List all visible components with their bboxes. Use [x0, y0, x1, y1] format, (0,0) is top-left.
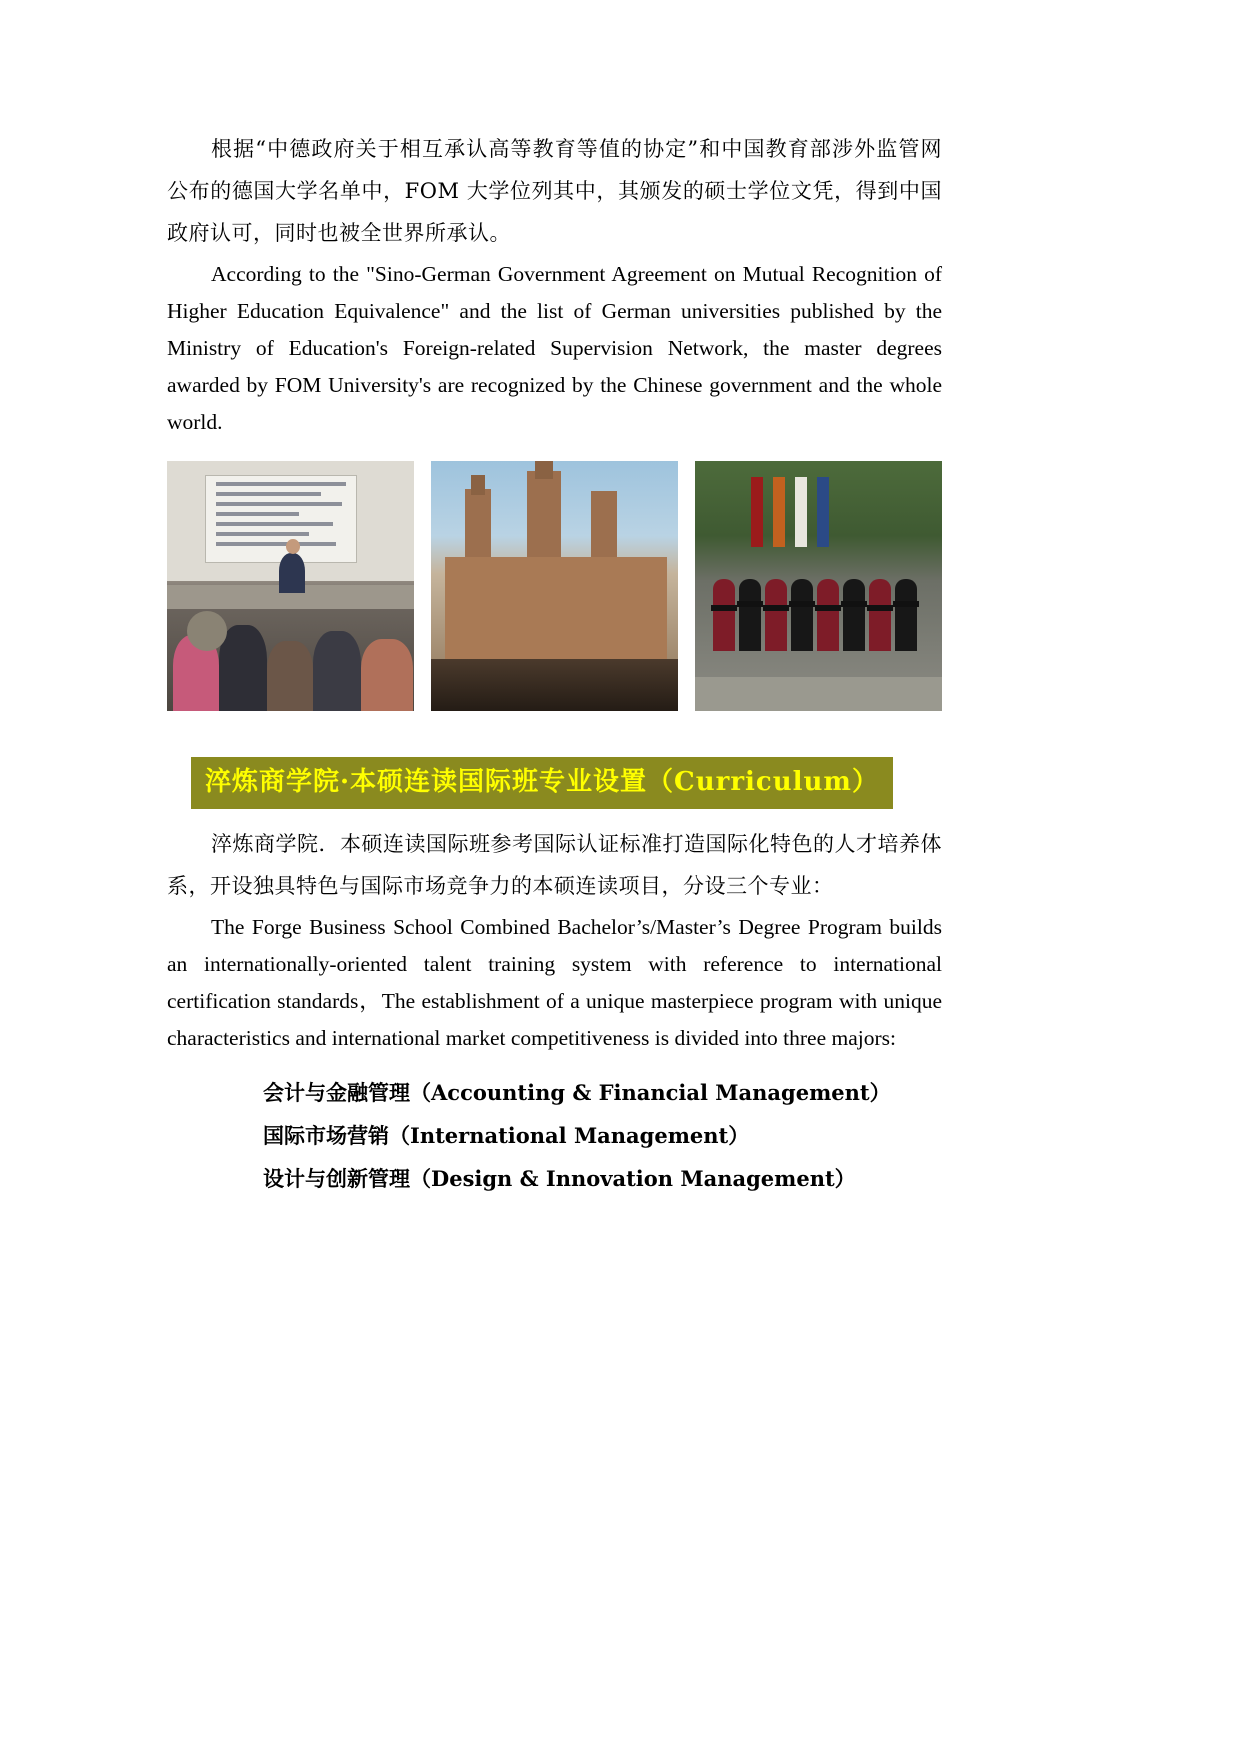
graduation-cap-7: [867, 605, 893, 611]
audience-5: [361, 639, 413, 711]
graduate-1: [713, 579, 735, 651]
graduate-5: [817, 579, 839, 651]
audience-6: [187, 611, 227, 651]
audience-3: [267, 641, 313, 711]
graduates-row: [695, 571, 942, 681]
section-heading-curriculum: 淬炼商学院·本硕连读国际班专业设置（Curriculum）: [191, 757, 893, 809]
lecturer-body: [279, 553, 305, 593]
flag-orange: [773, 477, 785, 547]
spire-center: [535, 461, 553, 479]
graduation-group-photo: [695, 461, 942, 711]
paragraph-chinese-program: 淬炼商学院．本硕连读国际班参考国际认证标准打造国际化特色的人才培养体系，开设独具特色与国际市场竞争力的本硕连读项目，分设三个专业：: [167, 832, 942, 898]
graduate-8: [895, 579, 917, 651]
lecture-hall-photo: [167, 461, 414, 711]
major-item-design-innovation: 设计与创新管理（Design & Innovation Management）: [263, 1166, 856, 1191]
section-heading-wrapper: [167, 711, 942, 809]
graduation-cap-8: [893, 601, 919, 607]
graduate-7: [869, 579, 891, 651]
graduation-cap-6: [841, 601, 867, 607]
plaza-ground: [695, 677, 942, 711]
lecturer-head: [286, 539, 300, 554]
document-body: [167, 128, 942, 1200]
flag-red: [751, 477, 763, 547]
flag-blue: [817, 477, 829, 547]
audience-2: [219, 625, 267, 711]
paragraph-english-program: The Forge Business School Combined Bachelor’s/Master’s Degree Program builds an internationally-oriented talent training system with reference to international certification standards，The establishment of a unique masterpiece program with unique characteristics and international market competitiveness is divided into three majors:: [167, 915, 942, 1050]
photo-row: [167, 461, 942, 711]
university-building-photo: [431, 461, 678, 711]
majors-list: [263, 1071, 942, 1200]
spire-left: [471, 475, 485, 495]
audience-4: [313, 631, 361, 711]
graduation-cap-3: [763, 605, 789, 611]
graduate-3: [765, 579, 787, 651]
projection-screen: [205, 475, 357, 563]
graduation-cap-1: [711, 605, 737, 611]
graduate-4: [791, 579, 813, 651]
graduation-cap-4: [789, 601, 815, 607]
flag-white: [795, 477, 807, 547]
paragraph-chinese-recognition: 根据“中德政府关于相互承认高等教育等值的协定”和中国教育部涉外监管网公布的德国大学名单中，FOM 大学位列其中，其颁发的硕士学位文凭，得到中国政府认可，同时也被全世界所承认。: [167, 137, 942, 245]
graduation-cap-2: [737, 601, 763, 607]
graduate-6: [843, 579, 865, 651]
major-item-accounting: 会计与金融管理（Accounting & Financial Management）: [263, 1080, 891, 1105]
paragraph-english-recognition: According to the "Sino-German Government Agreement on Mutual Recognition of Higher Education Equivalence" and the list of German universities published by the Ministry of Education's Foreign-related Supervision Network, the master degrees awarded by FOM University's are recognized by the Chinese government and the whole world.: [167, 262, 942, 434]
graduate-2: [739, 579, 761, 651]
crowd-foreground: [431, 659, 678, 711]
major-item-international-management: 国际市场营销（International Management）: [263, 1123, 750, 1148]
graduation-cap-5: [815, 605, 841, 611]
